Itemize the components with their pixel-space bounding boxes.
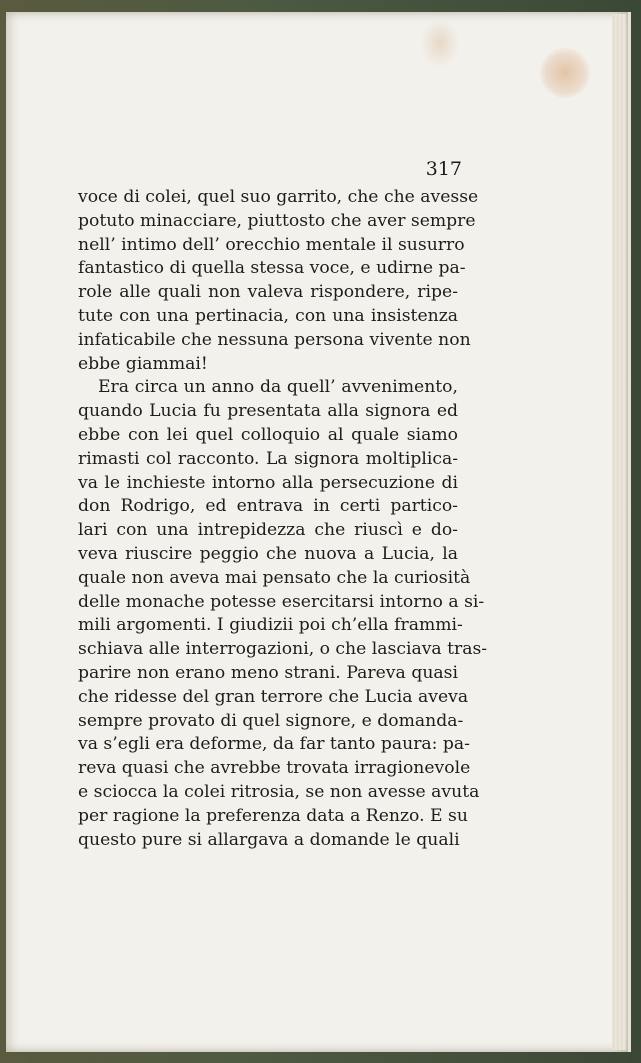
text-line: ebbe con lei quel colloquio al quale siamo <box>78 424 458 445</box>
text-line: don Rodrigo, ed entrava in certi partico- <box>78 496 458 517</box>
text-line: rimasti col racconto. La signora moltiplica- <box>78 448 458 469</box>
text-line: va s’egli era deforme, da far tanto paura: pa- <box>78 734 470 755</box>
page-edge <box>612 14 626 1050</box>
text-block <box>78 186 488 852</box>
text-line: voce di colei, quel suo garrito, che che avesse <box>78 187 479 207</box>
text-line: lari con una intrepidezza che riuscì e do- <box>78 520 458 541</box>
foxing-stain <box>540 48 590 98</box>
text-line: infaticabile che nessuna persona vivente non <box>78 329 471 350</box>
page-number: 317 <box>425 158 462 180</box>
text-line: Era circa un anno da quell’ avvenimento, <box>98 377 458 398</box>
text-line: role alle quali non valeva rispondere, ripe- <box>78 282 458 303</box>
text-line: va le inchieste intorno alla persecuzione di <box>78 472 458 493</box>
text-line: e sciocca la colei ritrosia, se non avesse avuta <box>78 781 480 802</box>
text-line: fantastico di quella stessa voce, e udirne pa- <box>78 258 466 279</box>
text-line: quale non aveva mai pensato che la curiosità <box>78 567 471 588</box>
text-line: sempre provato di quel signore, e domanda- <box>78 710 464 731</box>
text-line: parire non erano meno strani. Pareva quasi <box>78 662 458 683</box>
text-line: delle monache potesse esercitarsi intorno a si- <box>78 591 485 612</box>
text-line: quando Lucia fu presentata alla signora ed <box>78 401 458 422</box>
text-line: questo pure si allargava a domande le quali <box>78 829 460 850</box>
text-line: potuto minacciare, piuttosto che aver sempre <box>78 210 476 231</box>
text-line: nell’ intimo dell’ orecchio mentale il susurro <box>78 234 465 255</box>
foxing-stain-faint <box>420 18 460 68</box>
text-line: schiava alle interrogazioni, o che lasciava tras- <box>78 639 488 660</box>
text-line: per ragione la preferenza data a Renzo. E su <box>78 805 468 826</box>
text-line: che ridesse del gran terrore che Lucia aveva <box>78 686 469 707</box>
text-line: mili argomenti. I giudizii poi ch’ella frammi- <box>78 615 463 636</box>
text-line: veva riuscire peggio che nuova a Lucia, la <box>78 543 458 564</box>
text-line: tute con una pertinacia, con una insistenza <box>78 305 458 326</box>
text-line: ebbe giammai! <box>78 353 208 374</box>
text-line: reva quasi che avrebbe trovata irragionevole <box>78 758 471 779</box>
